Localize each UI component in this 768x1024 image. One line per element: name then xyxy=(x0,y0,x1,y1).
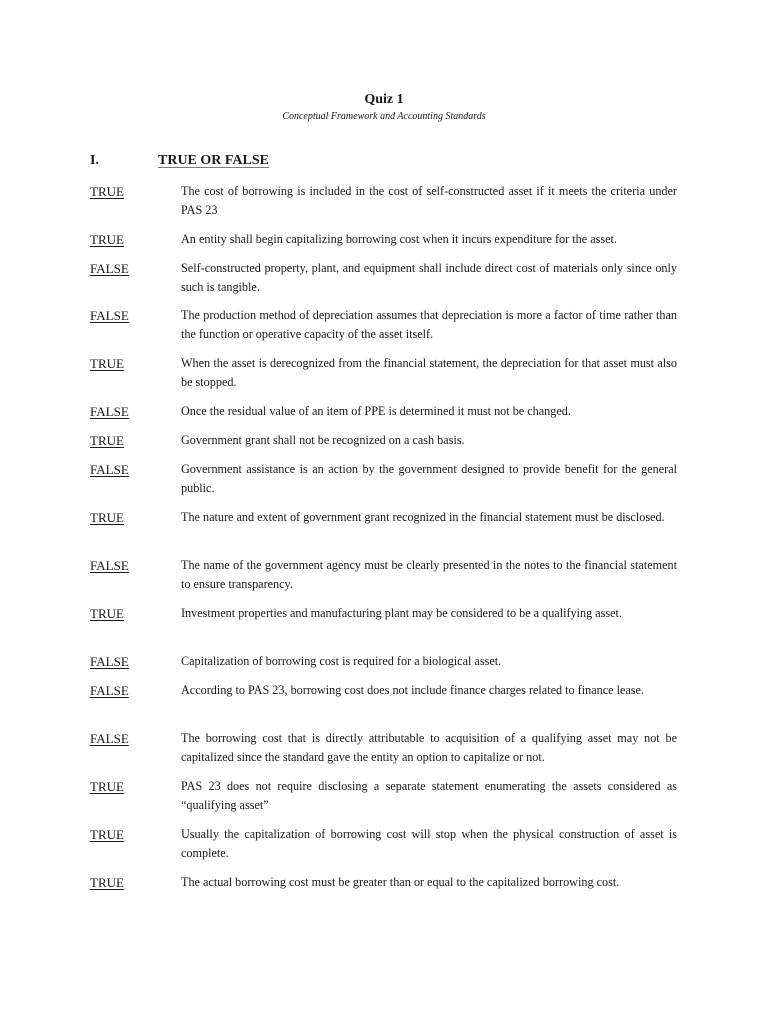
quiz-subtitle: Conceptual Framework and Accounting Standards xyxy=(282,111,486,122)
statement-text: When the asset is derecognized from the financial statement, the depreciation for that asset must also be stopped. xyxy=(181,356,677,389)
statement-text: Usually the capitalization of borrowing cost will stop when the physical construction of asset is complete. xyxy=(181,827,677,860)
answer-label: TRUE xyxy=(90,510,124,525)
answer-label: FALSE xyxy=(90,462,129,477)
answer-label: TRUE xyxy=(90,232,124,247)
answer-label: TRUE xyxy=(90,875,124,890)
statement-text: Investment properties and manufacturing plant may be considered to be a qualifying asset. xyxy=(181,606,622,620)
statement-text: PAS 23 does not require disclosing a separate statement enumerating the assets considered as “qualifying asset” xyxy=(181,779,677,812)
answer-label: FALSE xyxy=(90,731,129,746)
statement-text: Once the residual value of an item of PPE is determined it must not be changed. xyxy=(181,404,571,418)
statement-text: The cost of borrowing is included in the cost of self-constructed asset if it meets the criteria under PAS 23 xyxy=(181,184,677,217)
answer-label: TRUE xyxy=(90,184,124,199)
statement-text: The actual borrowing cost must be greater than or equal to the capitalized borrowing cost. xyxy=(181,875,620,889)
answer-label: FALSE xyxy=(90,261,129,276)
answer-label: TRUE xyxy=(90,606,124,621)
statement-text: Self-constructed property, plant, and equipment shall include direct cost of materials only since only such is tangible. xyxy=(181,261,677,294)
statement-text: An entity shall begin capitalizing borrowing cost when it incurs expenditure for the asset. xyxy=(181,232,617,246)
statement-text: Capitalization of borrowing cost is required for a biological asset. xyxy=(181,654,502,668)
answer-label: FALSE xyxy=(90,683,129,698)
answer-label: TRUE xyxy=(90,779,124,794)
statement-text: The nature and extent of government grant recognized in the financial statement must be disclosed. xyxy=(181,510,665,524)
statement-text: The name of the government agency must be clearly presented in the notes to the financial statement to ensure transparency. xyxy=(181,558,677,591)
statement-text: The borrowing cost that is directly attributable to acquisition of a qualifying asset may not be capitalized since the standard gave the entity an option to capitalize or not. xyxy=(181,731,677,764)
answer-label: TRUE xyxy=(90,356,124,371)
statement-text: Government assistance is an action by the government designed to provide benefit for the general public. xyxy=(181,462,677,495)
answer-label: TRUE xyxy=(90,433,124,448)
answer-label: FALSE xyxy=(90,558,129,573)
answer-label: FALSE xyxy=(90,404,129,419)
section-title: TRUE OR FALSE xyxy=(158,153,269,168)
statement-text: Government grant shall not be recognized on a cash basis. xyxy=(181,433,465,447)
statement-text: The production method of depreciation assumes that depreciation is more a factor of time rather than the function or operative capacity of the asset itself. xyxy=(181,308,677,341)
answer-label: FALSE xyxy=(90,308,129,323)
section-number: I. xyxy=(90,153,99,168)
answer-label: TRUE xyxy=(90,827,124,842)
quiz-title: Quiz 1 xyxy=(364,92,404,107)
answer-label: FALSE xyxy=(90,654,129,669)
statement-text: According to PAS 23, borrowing cost does not include finance charges related to finance lease. xyxy=(181,683,644,697)
